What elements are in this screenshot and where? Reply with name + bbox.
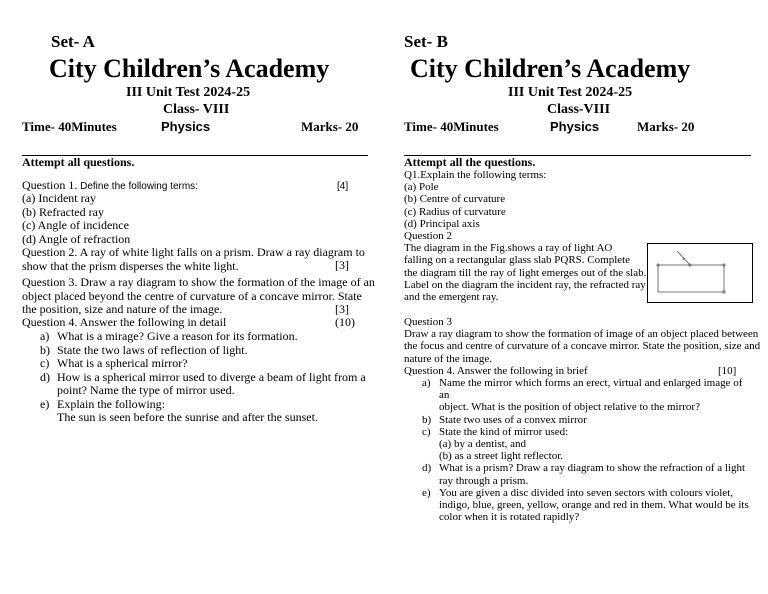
instruction: Attempt all the questions. — [404, 155, 536, 169]
question-1 — [404, 169, 546, 230]
item-label: d) — [422, 462, 432, 475]
item-label: e) — [422, 486, 431, 499]
marks-label: Marks- 20 — [301, 119, 359, 134]
item-text: Explain the following: — [57, 396, 165, 411]
list-item — [22, 330, 372, 344]
list-item: (a) Incident ray — [22, 191, 96, 205]
test-title: III Unit Test 2024-25 — [126, 85, 251, 100]
item-text: Name the mirror which forms an erect, virtual and enlarged image of an — [439, 377, 743, 402]
school-name: City Children’s Academy — [49, 54, 330, 83]
instruction: Attempt all questions. — [22, 155, 135, 169]
time-label: Time- 40Minutes — [22, 119, 117, 134]
item-text: (b) as a street light reflector. — [439, 450, 564, 463]
question-2 — [22, 246, 365, 273]
question-3-title: Question 3 — [404, 316, 452, 328]
item-label: c) — [40, 356, 50, 370]
list-item: (d) Principal axis — [404, 217, 480, 230]
question-3-line: object placed beyond the centre of curvature of a concave mirror. State — [22, 288, 362, 303]
list-item: (c) Radius of curvature — [404, 205, 506, 218]
question-2-line: falling on a rectangular glass slab PQRS. Complete — [404, 254, 631, 267]
item-text: object. What is the position of object relative to the mirror? — [439, 401, 700, 414]
list-item — [22, 398, 372, 425]
list-item: (b) Refracted ray — [22, 204, 104, 219]
list-item — [22, 344, 372, 358]
list-item: (a) Pole — [404, 181, 439, 194]
item-label: d) — [40, 369, 50, 384]
question-2-line: Label on the diagram the incident ray, the refracted ray — [404, 278, 646, 291]
question-3-line: nature of the image. — [404, 352, 492, 365]
question-2-line: and the emergent ray. — [404, 291, 499, 304]
item-text: State two uses of a convex mirror — [439, 413, 587, 426]
question-3-marks: [3] — [335, 302, 349, 316]
item-text: The sun is seen before the sunrise and after the sunset. — [57, 410, 318, 424]
question-4: Question 4. Answer the following in brief — [404, 365, 588, 377]
item-label: a) — [40, 329, 50, 343]
question-2-line: The diagram in the Fig.shows a ray of light AO — [404, 242, 613, 255]
question-3 — [404, 316, 760, 365]
item-text: What is a mirage? Give a reason for its formation. — [57, 329, 298, 343]
list-item: (c) Angle of incidence — [22, 218, 129, 232]
school-name: City Children’s Academy — [410, 54, 691, 83]
question-4-marks: [10] — [718, 365, 737, 377]
item-text: What is a prism? Draw a ray diagram to show the refraction of a light — [439, 462, 746, 475]
question-1-marks: [4] — [337, 181, 349, 192]
question-2-line: show that the prism disperses the white light. — [22, 258, 239, 273]
item-text: ray through a prism. — [439, 474, 529, 487]
item-label: a) — [422, 377, 431, 389]
subject-label: Physics — [550, 119, 600, 134]
question-2 — [404, 230, 646, 303]
question-4-list — [404, 377, 754, 523]
question-2-line: Question 2. A ray of white light falls on a prism. Draw a ray diagram to — [22, 245, 365, 259]
question-2-marks: [3] — [335, 258, 349, 272]
list-item — [404, 487, 754, 524]
list-item: (b) Centre of curvature — [404, 193, 506, 206]
set-label: Set- B — [404, 32, 448, 51]
item-text: State the kind of mirror used: — [439, 425, 569, 438]
list-item — [22, 371, 372, 398]
question-1-text: Define the following terms: — [77, 181, 198, 192]
list-item — [404, 414, 754, 426]
question-1-prefix: Question 1. — [22, 178, 78, 192]
question-4-list — [22, 330, 372, 425]
class-label: Class- VIII — [163, 102, 230, 117]
question-1-items — [22, 192, 130, 246]
class-label: Class-VIII — [547, 102, 611, 117]
item-label: b) — [422, 413, 432, 426]
marks-label: Marks- 20 — [637, 119, 695, 134]
question-2-title: Question 2 — [404, 230, 452, 242]
item-text: indigo, blue, green, yellow, orange and red in them. What would be its — [439, 499, 749, 512]
glass-slab — [658, 265, 724, 292]
question-2-line: the diagram till the ray of light emerges out of the slab. — [404, 266, 647, 279]
item-text: point? Name the type of mirror used. — [57, 383, 235, 397]
set-label: Set- A — [51, 32, 95, 51]
subject-label: Physics — [161, 119, 211, 134]
list-item: (d) Angle of refraction — [22, 231, 131, 246]
time-label: Time- 40Minutes — [404, 119, 499, 134]
glass-slab-figure — [647, 243, 753, 303]
glass-slab-diagram — [648, 244, 752, 302]
item-label: b) — [40, 342, 50, 357]
item-text: (a) by a dentist, and — [439, 438, 527, 451]
question-1-text: Q1.Explain the following terms: — [404, 169, 547, 181]
item-text: color when it is rotated rapidly? — [439, 511, 580, 524]
test-title: III Unit Test 2024-25 — [508, 85, 633, 100]
item-label: c) — [422, 425, 431, 438]
question-4: Question 4. Answer the following in detail — [22, 315, 227, 329]
item-label: e) — [40, 396, 50, 411]
list-item — [404, 462, 754, 486]
item-text: State the two laws of reflection of light. — [57, 342, 248, 357]
question-3-line: Draw a ray diagram to show the formation of image of an object placed between — [404, 328, 759, 341]
question-3-line: Question 3. Draw a ray diagram to show the formation of the image of an — [22, 275, 375, 289]
question-3 — [22, 276, 375, 317]
list-item — [404, 377, 754, 414]
question-3-line: the focus and centre of curvature of a concave mirror. State the position, size and — [404, 340, 761, 353]
item-text: How is a spherical mirror used to diverge a beam of light from a — [57, 369, 366, 384]
item-text: What is a spherical mirror? — [57, 356, 188, 370]
question-4-marks: (10) — [335, 315, 355, 329]
question-3-line: the position, size and nature of the image. — [22, 302, 223, 316]
list-item — [404, 426, 754, 463]
list-item — [22, 357, 372, 371]
item-text: You are given a disc divided into seven sectors with colours violet, — [439, 486, 733, 499]
